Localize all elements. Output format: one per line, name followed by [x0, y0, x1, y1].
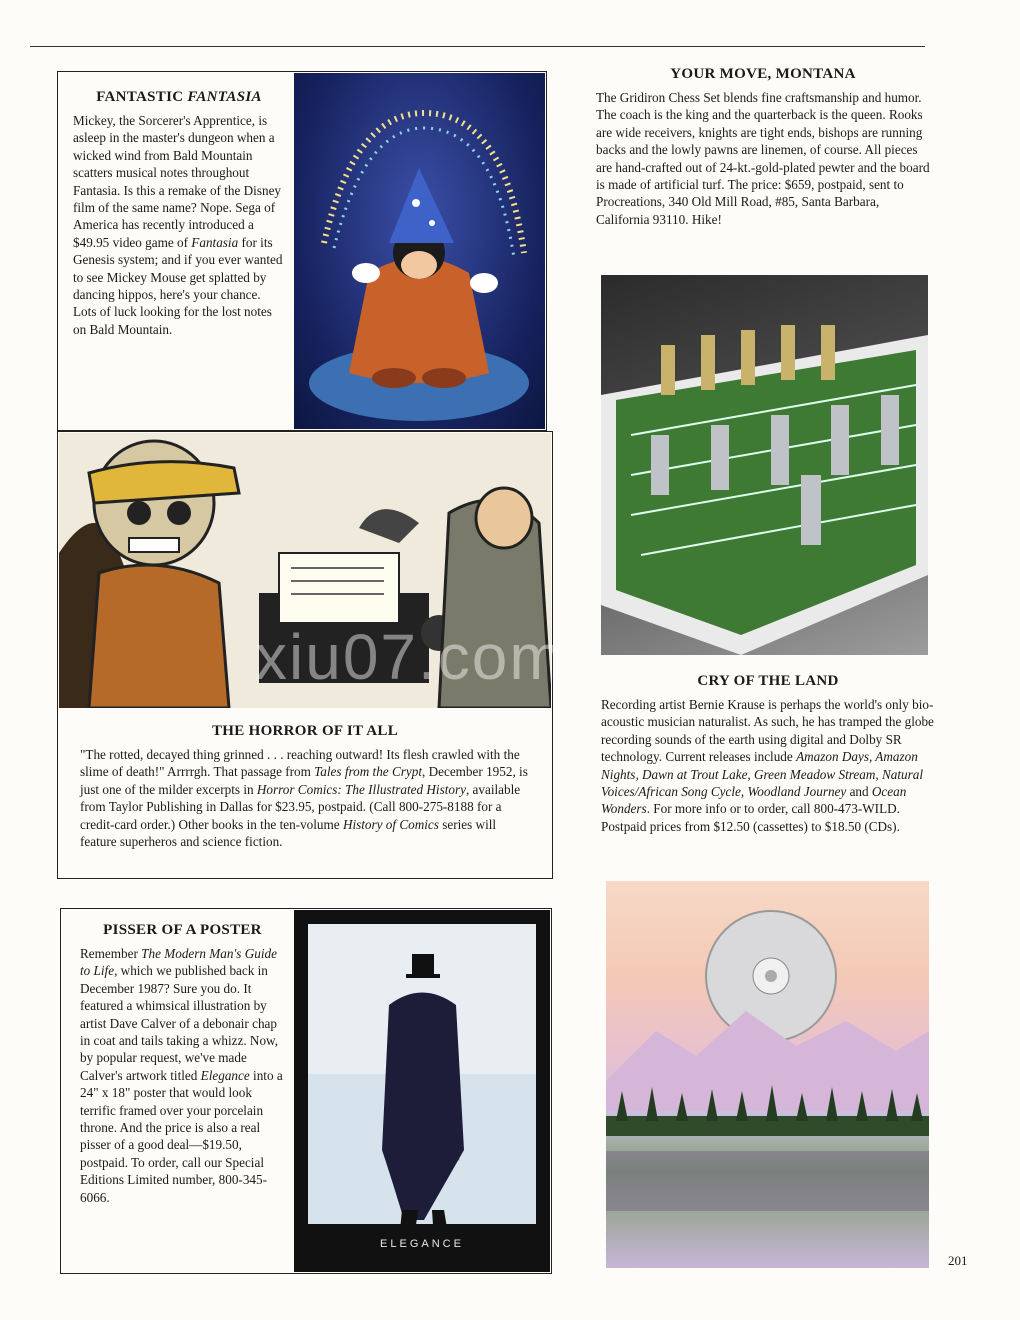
poster-title: PISSER OF A POSTER	[103, 922, 262, 938]
chess-board-illustration	[601, 275, 928, 655]
land-text-block	[601, 673, 935, 835]
mickey-illustration	[294, 73, 545, 429]
gridiron-chess-image	[601, 275, 928, 655]
horror-body: "The rotted, decayed thing grinned . . . reaching outward! Its flesh crawled with the slime of death!" Arrrrgh. That passage from Tales from the Crypt, December 1952, is just one of the milder excerpts in Horror Comics: The Illustrated History, available from Taylor Publishing in Dallas for $23.95, postpaid. (Call 800-275-8188 for a credit-card order.) Other books in the ten-volume History of Comics series will feature superheros and science fiction.	[80, 747, 528, 850]
land-body: Recording artist Bernie Krause is perhaps the world's only bio-acoustic musician naturalist. As such, he has tramped the globe recording sounds of the earth using digital and Dolby SR technology. Current releases include Amazon Days, Amazon Nights, Dawn at Trout Lake, Green Meadow Stream, Natural Voices/African Song Cycle, Woodland Journey and Ocean Wonders. For more info or to order, call 800-473-WILD. Postpaid prices from $12.50 (cassettes) to $18.50 (CDs).	[601, 697, 934, 834]
elegance-poster-image	[294, 910, 550, 1272]
poster-caption: ELEGANCE	[380, 1238, 464, 1250]
montana-title: YOUR MOVE, MONTANA	[670, 66, 856, 82]
fantasia-title: FANTASTIC FANTASIA	[96, 89, 262, 105]
horror-title: THE HORROR OF IT ALL	[211, 723, 399, 739]
land-cd-image	[606, 881, 929, 1268]
horror-text-block	[80, 723, 530, 850]
cd-landscape-illustration	[606, 881, 929, 1268]
watermark: xiu07.com	[255, 621, 565, 693]
page-number: 201	[948, 1253, 968, 1268]
poster-text-column	[80, 922, 285, 1206]
fantasia-body: Mickey, the Sorcerer's Apprentice, is asleep in the master's dungeon when a wicked wind from Bald Mountain scatters musical notes throughout Fantasia. Is this a remake of the Disney film of the same name? Nope. Sega of America has recently introduced a $49.95 video game of Fantasia for its Genesis system; and if you ever wanted to see Mickey Mouse get splatted by dancing hippos, here's your chance. Lots of luck looking for the lost notes on Bald Mountain.	[73, 113, 283, 337]
elegance-illustration	[294, 910, 550, 1272]
montana-text-block	[596, 66, 930, 228]
land-title: CRY OF THE LAND	[697, 673, 839, 689]
top-rule	[30, 46, 925, 47]
fantasia-text-column	[73, 89, 285, 338]
fantasia-mickey-image	[294, 73, 545, 429]
montana-body: The Gridiron Chess Set blends fine craftsmanship and humor. The coach is the king and the quarterback is the queen. Rooks are wide receivers, knights are tight ends, bishops are running backs and the lowly pawns are linemen, of course. All pieces are hand-crafted out of 24-kt.-gold-plated pewter and the board is made of artificial turf. The price: $659, postpaid, sent to Procreations, 340 Old Mill Road, #85, Santa Barbara, California 93110. Hike!	[596, 90, 930, 227]
poster-body: Remember The Modern Man's Guide to Life, which we published back in December 1987? Sure you do. It featured a whimsical illustration by artist Dave Calver of a debonair chap in coat and tails taking a whizz. Now, by popular request, we've made Calver's artwork titled Elegance into a 24" x 18" poster that would look terrific framed over your porcelain throne. And the price is also a real pisser of a good deal—$19.50, postpaid. To order, call our Special Editions Limited number, 800-345-6066.	[80, 946, 283, 1205]
